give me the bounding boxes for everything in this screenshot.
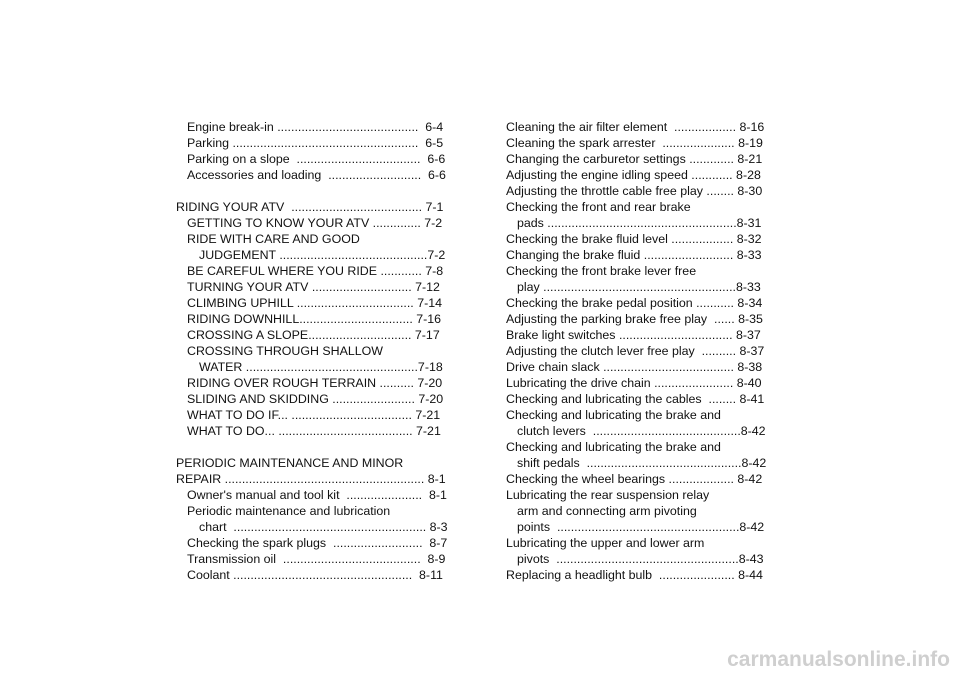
toc-heading-entry[interactable]: Lubricating the rear suspension relay — [506, 488, 710, 502]
toc-entry[interactable]: Engine break-in ......................................... 6-4 — [187, 120, 444, 134]
toc-heading-entry[interactable]: Adjusting the engine idling speed ............ 8-28 — [506, 168, 761, 182]
section-spacer — [176, 183, 462, 199]
toc-heading-entry[interactable]: Lubricating the upper and lower arm — [506, 536, 705, 550]
toc-entry[interactable]: Owner's manual and tool kit ...................... 8-1 — [187, 488, 447, 502]
toc-heading-entry[interactable]: Adjusting the clutch lever free play .......... 8-37 — [506, 344, 765, 358]
toc-entry[interactable]: CLIMBING UPHILL .................................. 7-14 — [187, 296, 442, 310]
toc-entry[interactable]: Periodic maintenance and lubrication — [187, 504, 391, 518]
toc-entry[interactable]: pivots .....................................................8-43 — [517, 552, 764, 566]
toc-entry[interactable]: CROSSING A SLOPE.............................. 7-17 — [187, 328, 440, 342]
toc-entry[interactable]: WHAT TO DO IF... ................................... 7-21 — [187, 408, 441, 422]
toc-heading-entry[interactable]: Changing the brake fluid .......................... 8-33 — [506, 248, 762, 262]
toc-entry[interactable]: RIDE WITH CARE AND GOOD — [187, 232, 360, 246]
toc-heading-entry[interactable]: Replacing a headlight bulb ...................... 8-44 — [506, 568, 763, 582]
toc-entry[interactable]: arm and connecting arm pivoting — [517, 504, 697, 518]
toc-entry[interactable]: SLIDING AND SKIDDING ........................ 7-20 — [187, 392, 444, 406]
toc-entry[interactable]: Checking the spark plugs .......................... 8-7 — [187, 536, 448, 550]
toc-heading-entry[interactable]: Drive chain slack ...................................... 8-38 — [506, 360, 763, 374]
toc-heading-entry[interactable]: Cleaning the air filter element .................. 8-16 — [506, 120, 765, 134]
toc-entry[interactable]: Coolant .................................................... 8-11 — [187, 568, 443, 582]
toc-entry[interactable]: TURNING YOUR ATV ............................. 7-12 — [187, 280, 440, 294]
toc-heading-entry[interactable]: Checking the brake pedal position ........... 8-34 — [506, 296, 763, 310]
toc-entry[interactable]: play ........................................................8-33 — [517, 280, 761, 294]
toc-heading-entry[interactable]: RIDING YOUR ATV ...................................... 7-1 — [176, 200, 444, 214]
section-spacer — [176, 439, 462, 455]
toc-heading-entry[interactable]: Checking the brake fluid level .................. 8-32 — [506, 232, 762, 246]
toc-entry[interactable]: WATER ..................................................7-18 — [199, 360, 443, 374]
toc-heading-entry[interactable]: Adjusting the parking brake free play ...... 8-35 — [506, 312, 763, 326]
toc-entry[interactable]: shift pedals .............................................8-42 — [517, 456, 767, 470]
toc-entry[interactable]: Parking ...................................................... 6-5 — [187, 136, 444, 150]
toc-entry[interactable]: chart ........................................................ 8-3 — [199, 520, 448, 534]
toc-heading-entry[interactable]: Checking and lubricating the brake and — [506, 440, 721, 454]
toc-heading-entry[interactable]: Checking and lubricating the cables ........ 8-41 — [506, 392, 765, 406]
toc-heading-entry[interactable]: Checking and lubricating the brake and — [506, 408, 721, 422]
toc-entry[interactable]: RIDING DOWNHILL................................. 7-16 — [187, 312, 442, 326]
toc-heading-entry[interactable]: REPAIR .......................................................... 8-1 — [176, 472, 446, 486]
toc-entry[interactable]: Transmission oil ........................................ 8-9 — [187, 552, 446, 566]
toc-entry[interactable]: GETTING TO KNOW YOUR ATV .............. 7-2 — [187, 216, 443, 230]
toc-heading-entry[interactable]: Checking the wheel bearings ................... 8-42 — [506, 472, 763, 486]
watermark: carmanualsonline.info — [727, 648, 950, 671]
toc-entry[interactable]: points .....................................................8-42 — [517, 520, 765, 534]
toc-left-column — [176, 119, 462, 583]
toc-heading-entry[interactable]: Checking the front brake lever free — [506, 264, 697, 278]
toc-heading-entry[interactable]: Changing the carburetor settings ............. 8-21 — [506, 152, 763, 166]
toc-entry[interactable]: pads .......................................................8-31 — [517, 216, 762, 230]
toc-heading-entry[interactable]: Adjusting the throttle cable free play ........ 8-30 — [506, 184, 763, 198]
toc-entry[interactable]: Parking on a slope .................................... 6-6 — [187, 152, 446, 166]
toc-entry[interactable]: JUDGEMENT ...........................................7-2 — [199, 248, 446, 262]
toc-right-column — [506, 119, 777, 583]
toc-heading-entry[interactable]: Brake light switches ................................. 8-37 — [506, 328, 761, 342]
toc-entry[interactable]: WHAT TO DO... ....................................... 7-21 — [187, 424, 441, 438]
toc-heading-entry[interactable]: PERIODIC MAINTENANCE AND MINOR — [176, 456, 404, 470]
toc-heading-entry[interactable]: Cleaning the spark arrester ..................... 8-19 — [506, 136, 763, 150]
toc-entry[interactable]: CROSSING THROUGH SHALLOW — [187, 344, 383, 358]
toc-entry[interactable]: RIDING OVER ROUGH TERRAIN .......... 7-20 — [187, 376, 443, 390]
toc-entry[interactable]: Accessories and loading ........................... 6-6 — [187, 168, 446, 182]
toc-heading-entry[interactable]: Checking the front and rear brake — [506, 200, 691, 214]
toc-entry[interactable]: clutch levers ...........................................8-42 — [517, 424, 766, 438]
toc-heading-entry[interactable]: Lubricating the drive chain ....................... 8-40 — [506, 376, 762, 390]
toc-entry[interactable]: BE CAREFUL WHERE YOU RIDE ............ 7-8 — [187, 264, 444, 278]
